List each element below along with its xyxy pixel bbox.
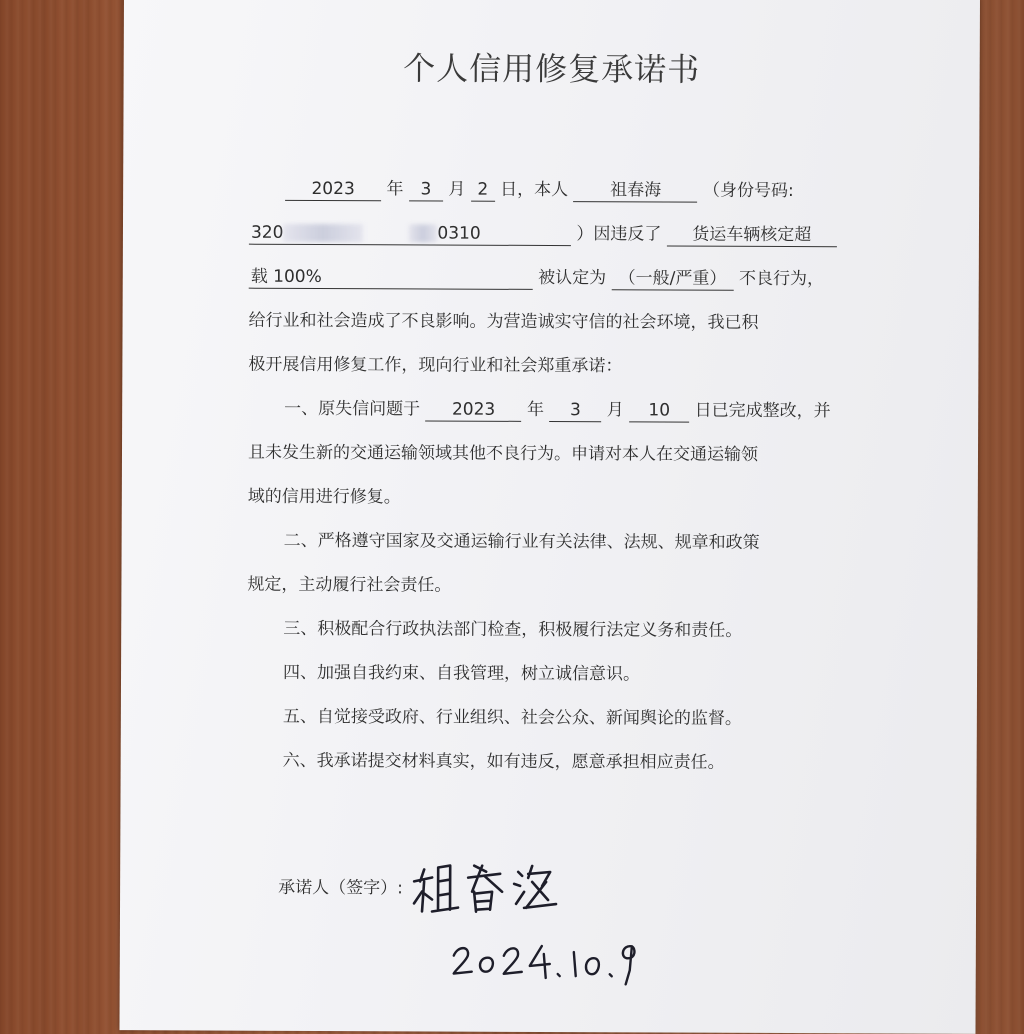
intro-line-2	[249, 221, 837, 248]
item-1-line-1	[284, 397, 831, 423]
item-2-line-1: 二、严格遵守国家及交通运输行业有关法律、法规、规章和政策	[283, 530, 760, 553]
item-1-prefix: 一、原失信问题于	[284, 398, 421, 420]
handwritten-signature	[410, 851, 580, 922]
document-title: 个人信用修复承诺书	[403, 49, 701, 89]
signature-label: 承诺人（签字）:	[278, 877, 403, 899]
item-6: 六、我承诺提交材料真实，如有违反，愿意承担相应责任。	[282, 750, 725, 773]
intro-line-4: 给行业和社会造成了不良影响。为营造诚实守信的社会环境，我已积	[248, 310, 759, 333]
violation-field-part1: 货运车辆核定超	[667, 224, 837, 248]
item-1-day-field: 10	[629, 399, 689, 422]
item-3: 三、积极配合行政执法部门检查，积极履行法定义务和责任。	[283, 618, 743, 641]
item-1-year-field: 2023	[426, 398, 522, 421]
intro-line-3	[249, 265, 824, 292]
date-year-field: 2023	[285, 178, 381, 201]
violation-field-part2: 载 100%	[249, 266, 533, 290]
item-1-label-month: 月	[606, 400, 624, 421]
item-2-line-2: 规定，主动履行社会责任。	[247, 574, 452, 596]
intro-line-5: 极开展信用修复工作，现向行业和社会郑重承诺：	[248, 354, 623, 377]
id-redaction-2	[409, 224, 437, 242]
item-1-month-field: 3	[549, 399, 601, 422]
id-redaction	[283, 224, 363, 242]
item-5: 五、自觉接受政府、行业组织、社会公众、新闻舆论的监督。	[282, 706, 742, 729]
item-4: 四、加强自我约束、自我管理，树立诚信意识。	[283, 662, 641, 685]
label-deemed: 被认定为	[538, 267, 607, 289]
severity-field: （一般/严重）	[612, 267, 734, 291]
label-year: 年	[386, 179, 404, 200]
item-1-label-year: 年	[526, 399, 545, 420]
label-bad-behavior: 不良行为，	[738, 268, 825, 290]
label-day-person: 日，本人	[500, 179, 569, 201]
person-name-field: 祖春海	[574, 179, 698, 203]
label-violated: ）因违反了	[576, 224, 662, 245]
item-1-line-3: 域的信用进行修复。	[247, 486, 401, 508]
id-number-field	[249, 222, 571, 246]
label-month: 月	[448, 179, 466, 200]
date-day-field: 2	[471, 179, 495, 202]
item-1-suffix: 日已完成整改，并	[694, 400, 831, 422]
document-paper	[119, 0, 980, 1034]
date-month-field: 3	[409, 178, 443, 201]
handwritten-date	[450, 934, 640, 987]
id-suffix: 0310	[437, 223, 481, 244]
item-1-line-2: 且未发生新的交通运输领域其他不良行为。申请对本人在交通运输领	[247, 442, 759, 465]
id-prefix: 320	[250, 222, 284, 243]
label-id-number: （身份号码:	[702, 180, 794, 202]
intro-line-1	[285, 177, 794, 203]
